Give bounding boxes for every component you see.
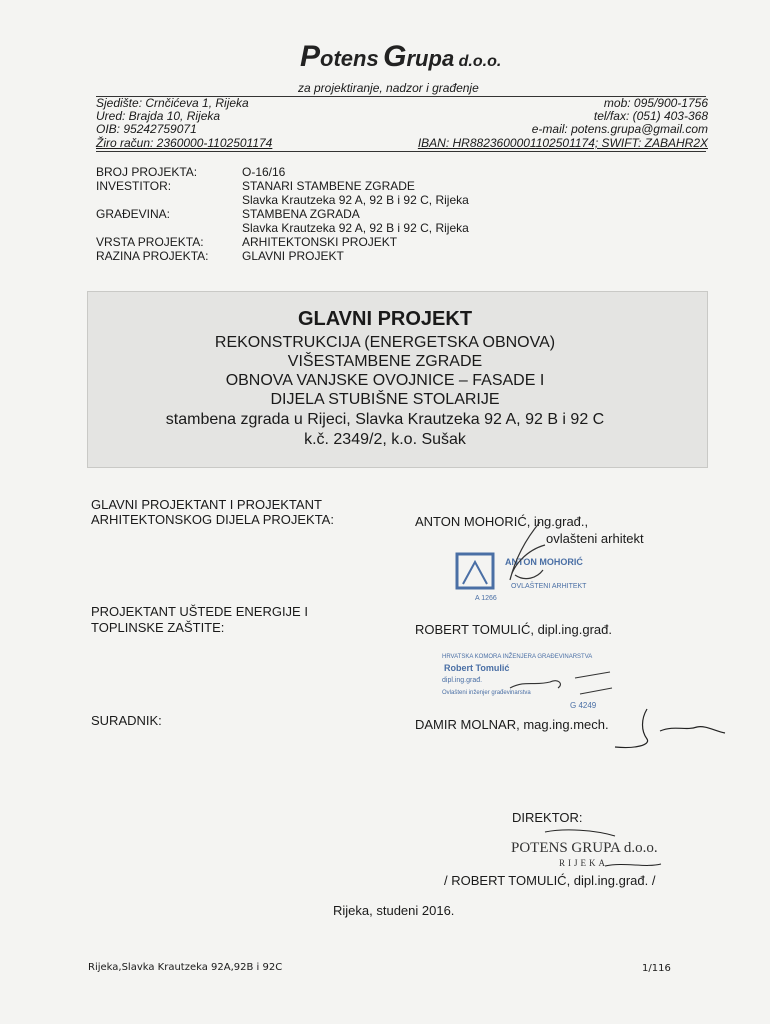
building-label: GRAĐEVINA:	[96, 207, 171, 221]
building-value: STAMBENA ZGRADA	[242, 207, 360, 221]
architect-stamp-name: ANTON MOHORIĆ	[505, 557, 583, 567]
architect-stamp-number: A 1266	[475, 595, 497, 602]
header-iban: IBAN: HR8823600001102501174; SWIFT: ZABAHR2X	[417, 136, 708, 150]
architect-stamp	[455, 520, 605, 602]
chief-designer-name: ANTON MOHORIĆ, ing.građ.,	[415, 514, 589, 529]
project-type-value: ARHITEKTONSKI PROJEKT	[242, 235, 398, 249]
title-line-1: REKONSTRUKCIJA (ENERGETSKA OBNOVA)	[214, 334, 556, 351]
title-line-3: OBNOVA VANJSKE OVOJNICE – FASADE I	[225, 372, 545, 389]
chief-designer-label-2: ARHITEKTONSKOG DIJELA PROJEKTA:	[91, 512, 334, 527]
title-line-5: stambena zgrada u Rijeci, Slavka Krautzeka 92 A, 92 B i 92 C	[165, 411, 605, 428]
chief-designer-title: ovlašteni arhitekt	[546, 531, 644, 546]
building-address: Slavka Krautzeka 92 A, 92 B i 92 C, Rijeka	[242, 221, 469, 235]
collaborator-name: DAMIR MOLNAR, mag.ing.mech.	[415, 717, 609, 732]
title-line-2: VIŠESTAMBENE ZGRADE	[287, 353, 483, 370]
engineer-stamp	[440, 648, 620, 710]
company-stamp-city: RIJEKA	[559, 858, 608, 868]
header-address-seat: Sjedište: Crnčićeva 1, Rijeka	[96, 96, 249, 110]
header-email: e-mail: potens.grupa@gmail.com	[531, 122, 708, 136]
company-logo: Potens Grupa d.o.o.	[300, 40, 502, 73]
energy-designer-label-2: TOPLINSKE ZAŠTITE:	[91, 620, 225, 635]
company-stamp-name: POTENS GRUPA d.o.o.	[511, 840, 658, 856]
header-oib: OIB: 95242759071	[96, 122, 197, 136]
collaborator-label: SURADNIK:	[91, 713, 162, 728]
place-date: Rijeka, studeni 2016.	[333, 903, 455, 918]
architect-signature	[510, 522, 545, 580]
company-tagline: za projektiranje, nadzor i građenje	[298, 81, 479, 95]
director-name: / ROBERT TOMULIĆ, dipl.ing.građ. /	[444, 873, 656, 888]
project-level-label: RAZINA PROJEKTA:	[96, 249, 209, 263]
investor-value: STANARI STAMBENE ZGRADE	[242, 179, 415, 193]
company-stamp	[505, 826, 665, 874]
title-line-4: DIJELA STUBIŠNE STOLARIJE	[270, 391, 500, 408]
engineer-stamp-org: HRVATSKA KOMORA INŽENJERA GRAĐEVINARSTVA	[442, 654, 593, 660]
title-line-6: k.č. 2349/2, k.o. Sušak	[304, 431, 466, 448]
header-telfax: tel/fax: (051) 403-368	[593, 109, 708, 123]
page-number: 1/116	[642, 963, 671, 974]
energy-designer-label-1: PROJEKTANT UŠTEDE ENERGIJE I	[91, 604, 308, 619]
investor-label: INVESTITOR:	[96, 179, 172, 193]
collaborator-signature	[605, 705, 730, 753]
engineer-stamp-role: Ovlašteni inženjer građevinarstva	[442, 690, 531, 696]
header-bottom-divider	[96, 151, 706, 152]
project-level-value: GLAVNI PROJEKT	[242, 249, 344, 263]
footer-address: Rijeka,Slavka Krautzeka 92A,92B i 92C	[88, 962, 283, 973]
investor-address: Slavka Krautzeka 92 A, 92 B i 92 C, Rijeka	[242, 193, 469, 207]
engineer-stamp-number: G 4249	[570, 701, 597, 710]
header-mobile: mob: 095/900-1756	[603, 96, 708, 110]
header-account: Žiro račun: 2360000-1102501174	[96, 136, 273, 150]
document-title: GLAVNI PROJEKT	[297, 308, 473, 330]
project-number-label: BROJ PROJEKTA:	[96, 165, 198, 179]
director-label: DIREKTOR:	[512, 810, 583, 825]
project-type-label: VRSTA PROJEKTA:	[96, 235, 204, 249]
engineer-stamp-name: Robert Tomulić	[444, 663, 510, 673]
project-number-value: O-16/16	[242, 165, 286, 179]
engineer-stamp-degree: dipl.ing.građ.	[442, 677, 483, 684]
architect-stamp-role: OVLAŠTENI ARHITEKT	[511, 583, 587, 590]
chief-designer-label-1: GLAVNI PROJEKTANT I PROJEKTANT	[91, 497, 322, 512]
energy-designer-name: ROBERT TOMULIĆ, dipl.ing.građ.	[415, 622, 613, 637]
header-address-office: Ured: Brajda 10, Rijeka	[96, 109, 221, 123]
